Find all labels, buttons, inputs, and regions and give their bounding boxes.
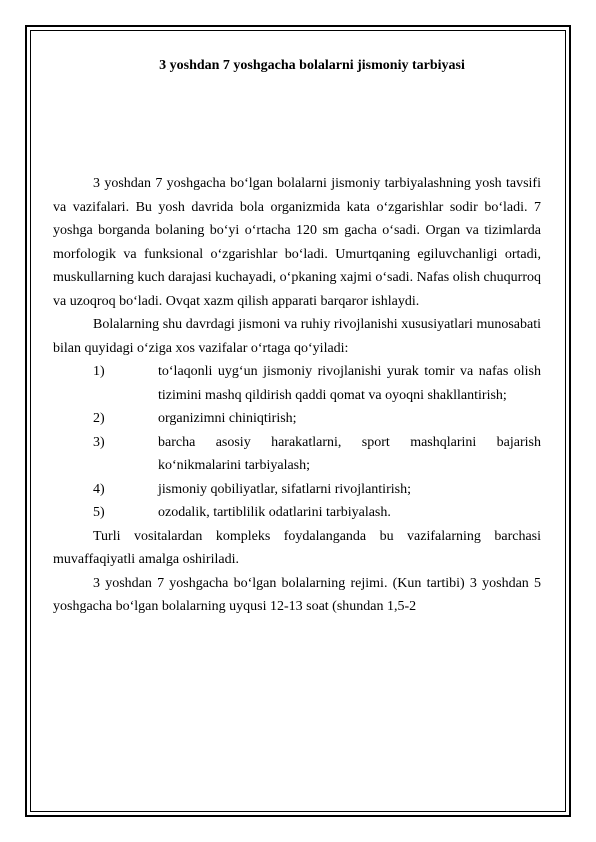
paragraph-tasks: Bolalarning shu davrdagi jismoni va ruhiy rivojlanishi xususiyatlari munosabati bilan quyidagi o‘ziga xos vazifalar o‘rtaga qo‘yiladi: — [53, 317, 541, 356]
paragraph-summary: Turli vositalardan kompleks foydalanganda bu vazifalarning barchasi muvaffaqiyatli amalga oshiriladi. — [53, 528, 541, 567]
list-item-text: barcha asosiy harakatlarni, sport mashqlarini bajarish ko‘nikmalarini tarbiyalash; — [158, 434, 541, 473]
list-item — [53, 478, 541, 502]
list-item-number: 3) — [93, 434, 105, 450]
list-item — [53, 431, 541, 478]
paragraph-regime: 3 yoshdan 7 yoshgacha bo‘lgan bolalarning rejimi. (Kun tartibi) 3 yoshdan 5 yoshgacha bo‘lgan bolalarning uyqusi 12-13 soat (shundan 1,5-2 — [53, 575, 541, 614]
list-item-text: ozodalik, tartiblilik odatlarini tarbiyalash. — [158, 505, 391, 520]
list-item-number: 1) — [93, 364, 105, 379]
paragraph-intro: 3 yoshdan 7 yoshgacha bo‘lgan bolalarni jismoniy tarbiyalashning yosh tavsifi va vazifalari. Bu yosh davrida bola organizmida kata o‘zgarishlar sodir bo‘ladi. 7 yoshga borganda bolaning bo‘yi o‘rtacha 120 sm gacha o‘sadi. Organ va tizimlarda morfologik va funksional o‘zgarishlar bo‘ladi. Umurtqaning egiluvchanligi ortadi, muskullarning kuch darajasi kuchayadi, o‘pkaning xajmi o‘sadi. Nafas olish chuqurroq va uzoqroq bo‘ladi. Ovqat xazm qilish apparati barqaror ishlaydi. — [53, 176, 541, 309]
list-item-text: jismoniy qobiliyatlar, sifatlarni rivojlantirish; — [158, 481, 411, 497]
list-item-text: to‘laqonli uyg‘un jismoniy rivojlanishi yurak tomir va nafas olish tizimini mashq qildirish qaddi qomat va oyoqni shakllantirish; — [158, 364, 541, 403]
document-page — [53, 56, 541, 619]
list-item-number: 2) — [93, 411, 105, 426]
list-item — [53, 501, 541, 525]
list-item — [53, 360, 541, 407]
list-item — [53, 407, 541, 431]
list-item-number: 4) — [93, 481, 105, 497]
task-list — [53, 360, 541, 525]
list-item-number: 5) — [93, 505, 105, 520]
document-title: 3 yoshdan 7 yoshgacha bolalarni jismoniy tarbiyasi — [159, 58, 465, 73]
list-item-text: organizimni chiniqtirish; — [158, 411, 297, 426]
